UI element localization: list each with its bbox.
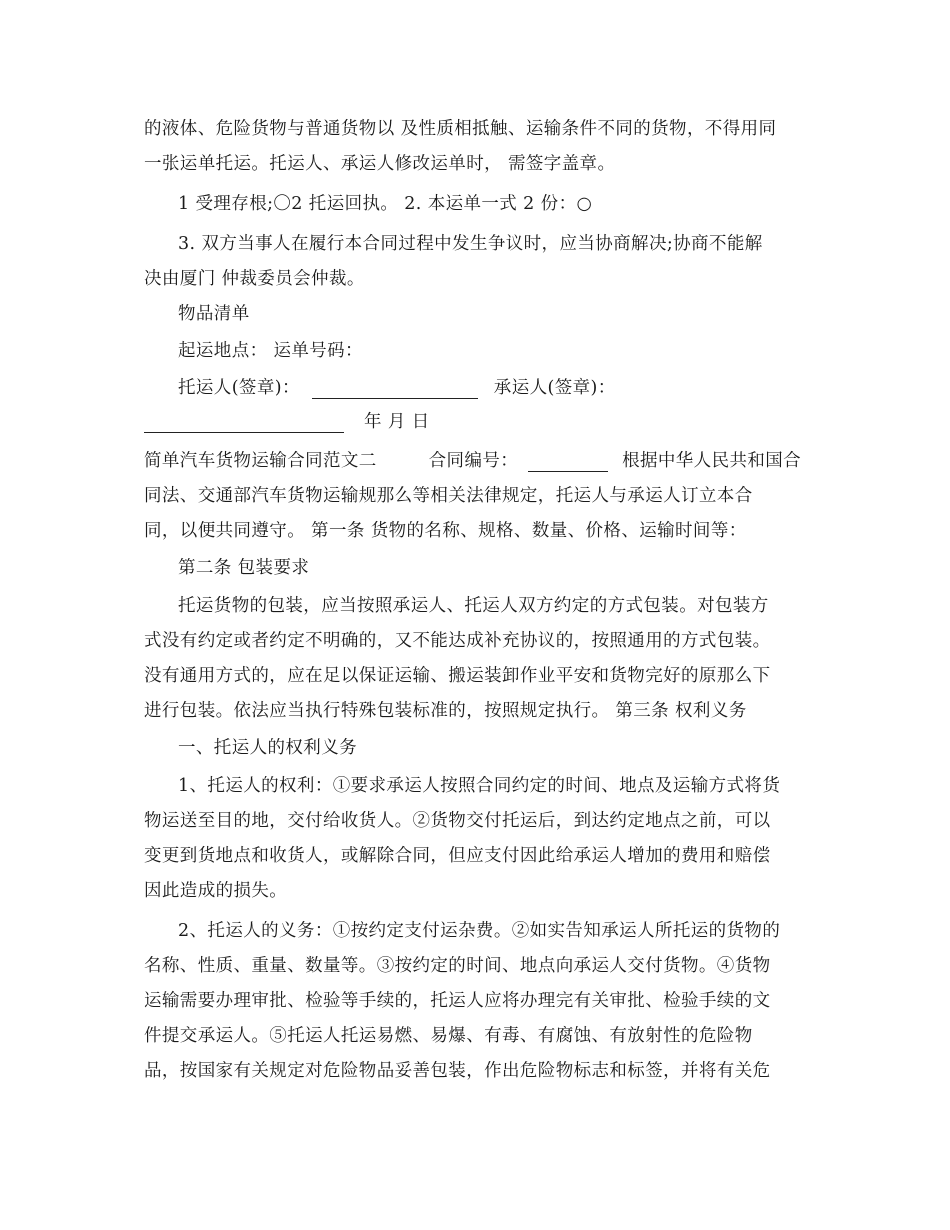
section-heading: 一、托运人的权利义务 <box>178 738 357 758</box>
paragraph-line: 1 受理存根;〇2 托运回执。 2. 本运单一式 2 份：○ <box>178 194 593 214</box>
paragraph-line: 名称、性质、重量、数量等。③按约定的时间、地点向承运人交付货物。④货物 <box>144 956 771 976</box>
shipper-signature-blank <box>312 380 478 399</box>
paragraph-line: 件提交承运人。⑤托运人托运易燃、易爆、有毒、有腐蚀、有放射性的危险物 <box>144 1026 753 1046</box>
paragraph-line: 的液体、危险货物与普通货物以 及性质相抵触、运输条件不同的货物，不得用同 <box>144 119 777 139</box>
date-label: 年 月 日 <box>363 412 430 432</box>
paragraph-line: 品，按国家有关规定对危险物品妥善包装，作出危险物标志和标签，并将有关危 <box>144 1061 771 1081</box>
paragraph-line: 变更到货地点和收货人，或解除合同，但应支付因此给承运人增加的费用和赔偿 <box>144 846 771 866</box>
paragraph-line: 没有通用方式的，应在足以保证运输、搬运装卸作业平安和货物完好的原那么下 <box>144 666 771 686</box>
paragraph-line: 一张运单托运。托运人、承运人修改运单时， 需签字盖章。 <box>144 154 616 174</box>
paragraph-line: 2、托运人的义务：①按约定支付运杂费。②如实告知承运人所托运的货物的 <box>178 921 781 941</box>
paragraph-line: 进行包装。依法应当执行特殊包装标准的，按照规定执行。 第三条 权利义务 <box>144 701 747 721</box>
paragraph-line: 托运货物的包装，应当按照承运人、托运人双方约定的方式包装。对包装方 <box>178 596 769 616</box>
form-field-line: 起运地点： 运单号码： <box>178 341 363 361</box>
contract-number-label: 合同编号： <box>428 451 519 471</box>
date-line <box>144 411 814 433</box>
date-blank <box>144 414 344 433</box>
paragraph-line: 决由厦门 仲裁委员会仲裁。 <box>144 269 365 289</box>
paragraph-line: 同法、交通部汽车货物运输规那么等相关法律规定，托运人与承运人订立本合 <box>144 486 753 506</box>
paragraph-text: 根据中华人民共和国合 <box>622 451 802 471</box>
contract-title: 简单汽车货物运输合同范文二 <box>144 451 377 471</box>
paragraph-line: 物运送至目的地，交付给收货人。②货物交付托运后，到达约定地点之前，可以 <box>144 811 771 831</box>
signature-line <box>178 377 848 399</box>
contract-number-blank <box>528 453 608 472</box>
paragraph-line: 因此造成的损失。 <box>144 881 288 901</box>
paragraph-line: 运输需要办理审批、检验等手续的，托运人应将办理完有关审批、检验手续的文 <box>144 991 771 1011</box>
paragraph-line: 1、托运人的权利：①要求承运人按照合同约定的时间、地点及运输方式将货 <box>178 776 781 796</box>
paragraph-line: 同，以便共同遵守。 第一条 货物的名称、规格、数量、价格、运输时间等： <box>144 521 747 541</box>
contract-title-line <box>144 450 814 472</box>
section-heading: 第二条 包装要求 <box>178 558 310 578</box>
section-heading: 物品清单 <box>178 304 250 324</box>
shipper-signature-label: 托运人(签章)： <box>178 378 300 398</box>
paragraph-line: 3. 双方当事人在履行本合同过程中发生争议时，应当协商解决;协商不能解 <box>178 234 763 254</box>
paragraph-line: 式没有约定或者约定不明确的，又不能达成补充协议的，按照通用的方式包装。 <box>144 631 771 651</box>
carrier-signature-label: 承运人(签章)： <box>493 378 616 398</box>
